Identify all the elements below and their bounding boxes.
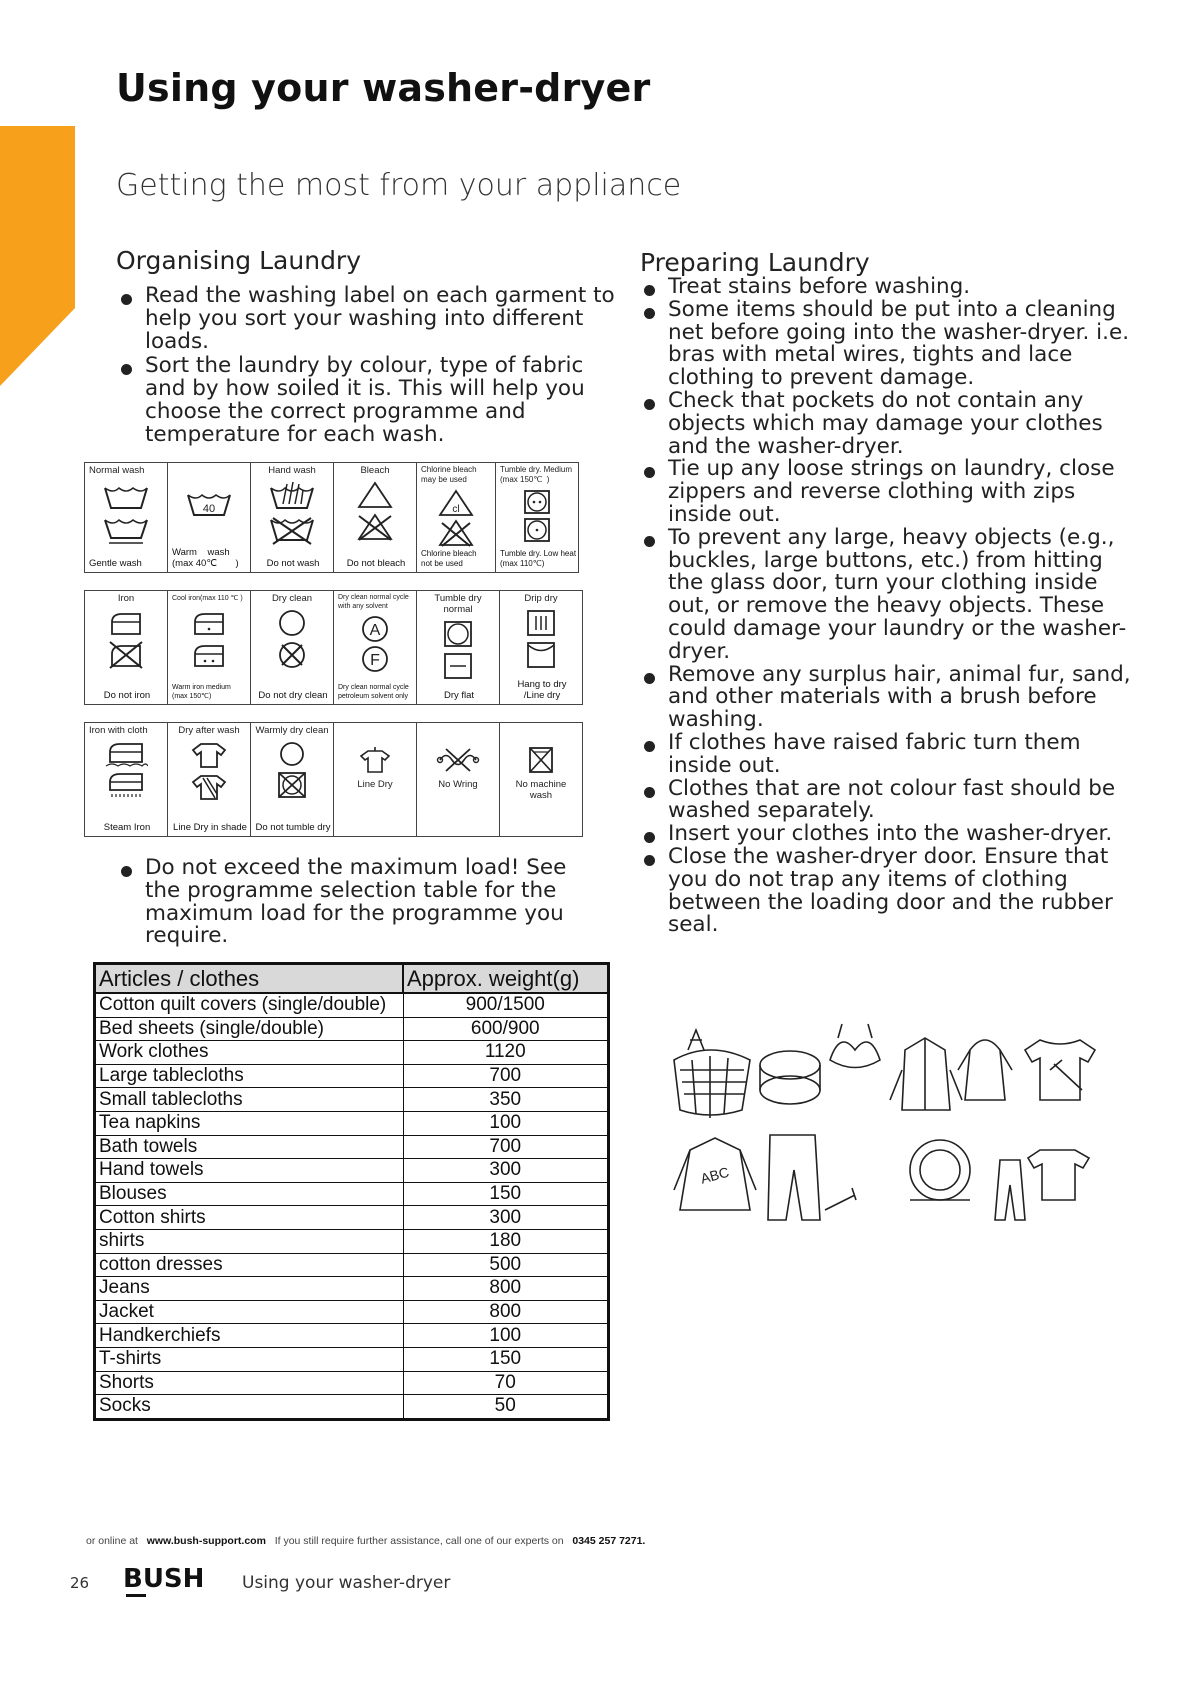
symbol-cell — [334, 723, 417, 837]
weight-cell: 800 — [403, 1300, 609, 1324]
symbol-cell — [85, 463, 168, 573]
dry-clean-a-icon — [358, 615, 392, 643]
list-item: If clothes have raised fabric turn them inside out. — [640, 732, 1140, 778]
tub-40-icon — [184, 487, 234, 521]
cool-iron-icon — [189, 608, 229, 638]
weight-cell: 70 — [403, 1371, 609, 1395]
article-cell: Jacket — [95, 1300, 404, 1324]
no-bleach-icon — [355, 512, 395, 542]
symbol-label: Dry clean — [271, 593, 313, 604]
list-item: Sort the laundry by colour, type of fabric and by how soiled it is. This will help you choose the correct programme and temperature for each wash. — [117, 355, 617, 446]
symbol-label: No machine wash — [515, 779, 567, 801]
tumble-low-icon — [522, 517, 552, 543]
no-tumble-dry-icon — [275, 770, 309, 800]
table-row — [95, 1064, 609, 1088]
laundry-net-icon — [674, 1030, 750, 1118]
symbol-label: Tumble dry. Medium (max 150℃ ) — [500, 465, 573, 484]
symbol-label: Dry clean normal cycle petroleum solvent only — [338, 684, 409, 700]
symbol-label: Warm iron medium (max 150℃) — [172, 684, 231, 700]
symbol-cell — [85, 723, 168, 837]
symbol-label: Hand wash — [268, 465, 316, 476]
table-row — [95, 1017, 609, 1041]
dry-clean-letter: A — [369, 622, 381, 639]
organising-list — [117, 285, 617, 449]
weight-cell: 100 — [403, 1111, 609, 1135]
warm-iron-icon — [189, 640, 229, 670]
article-cell: shirts — [95, 1229, 404, 1253]
list-item: Close the washer-dryer door. Ensure that you do not trap any items of clothing between the loading door and the rubber seal. — [640, 846, 1140, 937]
page-subtitle: Getting the most from your appliance — [116, 168, 682, 203]
column-header: Articles / clothes — [95, 964, 404, 994]
no-machine-wash-icon — [524, 745, 558, 775]
symbol-label: Line Dry — [357, 779, 393, 790]
weight-cell: 800 — [403, 1277, 609, 1301]
symbol-label: Do not dry clean — [258, 690, 328, 701]
weight-cell: 700 — [403, 1135, 609, 1159]
article-cell: Small tablecloths — [95, 1088, 404, 1112]
tub-temp-label: 40 — [202, 503, 216, 515]
symbol-label: Bleach — [360, 465, 390, 476]
dry-clean-icon — [275, 608, 309, 638]
page-number: 26 — [70, 1574, 90, 1592]
column-header: Approx. weight(g) — [403, 964, 609, 994]
jeans-tshirt-icon — [995, 1150, 1089, 1220]
list-item: Insert your clothes into the washer-dryer. — [640, 823, 1140, 846]
weight-cell: 150 — [403, 1182, 609, 1206]
symbol-label: Line Dry in shade — [173, 822, 247, 833]
list-item: Some items should be put into a cleaning net before going into the washer-dryer. i.e. bras with metal wires, tights and lace clothing to prevent damage. — [640, 299, 1140, 390]
symbol-cell — [85, 591, 168, 705]
symbol-label: Warmly dry clean — [255, 725, 329, 736]
no-wring-icon — [436, 745, 480, 775]
article-cell: Large tablecloths — [95, 1064, 404, 1088]
chlorine-icon — [436, 489, 476, 517]
symbol-label: Do not bleach — [346, 558, 406, 569]
table-row — [95, 1182, 609, 1206]
list-item: Remove any surplus hair, animal fur, sand, and other materials with a brush before washing. — [640, 664, 1140, 732]
table-row — [95, 1300, 609, 1324]
symbol-cell — [417, 723, 500, 837]
load-warning-list — [117, 857, 597, 948]
symbol-label: Iron with cloth — [89, 725, 148, 736]
weight-cell: 700 — [403, 1064, 609, 1088]
sweater-label: ABC — [698, 1163, 731, 1187]
dry-flat-icon — [441, 651, 475, 681]
symbol-label: Gentle wash — [89, 558, 142, 569]
footer-support-note — [86, 1535, 645, 1547]
table-row — [95, 1135, 609, 1159]
symbol-cell — [168, 463, 251, 573]
no-wash-icon — [267, 516, 317, 546]
tumble-medium-icon — [522, 489, 552, 515]
trousers-icon — [768, 1135, 820, 1220]
symbol-label: Chlorine bleach not be used — [421, 549, 477, 568]
bra-icon — [830, 1024, 880, 1068]
symbol-label: Do not wash — [266, 558, 320, 569]
symbol-label: Tumble dry normal — [434, 593, 482, 615]
tub-icon — [101, 480, 151, 514]
weight-cell: 600/900 — [403, 1017, 609, 1041]
weights-table — [93, 962, 610, 1421]
article-cell: Tea napkins — [95, 1111, 404, 1135]
dry-clean-letter: F — [370, 652, 380, 669]
weight-cell: 100 — [403, 1324, 609, 1348]
jacket-icon — [890, 1038, 962, 1110]
list-item: Treat stains before washing. — [640, 276, 1140, 299]
list-item: Tie up any loose strings on laundry, close zippers and reverse clothing with zips inside out. — [640, 458, 1140, 526]
symbol-label: Do not iron — [103, 690, 151, 701]
dry-after-wash-icon — [189, 740, 229, 770]
support-phone: 0345 257 7271. — [572, 1535, 646, 1547]
article-cell: Bed sheets (single/double) — [95, 1017, 404, 1041]
table-row — [95, 1041, 609, 1065]
logo-underline — [126, 1594, 146, 1597]
symbol-cell — [251, 463, 334, 573]
table-row — [95, 1371, 609, 1395]
machine-door-icon — [910, 1140, 970, 1200]
weight-cell: 500 — [403, 1253, 609, 1277]
sweater-icon — [674, 1138, 756, 1210]
symbol-cell — [168, 723, 251, 837]
line-dry-shirt-icon — [358, 745, 392, 775]
care-symbols-table-3 — [84, 722, 583, 837]
bleach-icon — [355, 480, 395, 510]
article-cell: Shorts — [95, 1371, 404, 1395]
article-cell: T-shirts — [95, 1347, 404, 1371]
article-cell: Cotton shirts — [95, 1206, 404, 1230]
article-cell: cotton dresses — [95, 1253, 404, 1277]
laundry-preparation-illustration — [670, 1020, 1130, 1230]
line-dry-icon — [524, 640, 558, 670]
symbol-label: Hang to dry /Line dry — [517, 679, 567, 701]
symbol-label: Dry flat — [443, 690, 475, 701]
weight-cell: 900/1500 — [403, 993, 609, 1017]
symbol-cell — [334, 591, 417, 705]
svg-text:cl: cl — [452, 504, 460, 515]
symbol-cell — [251, 591, 334, 705]
table-row — [95, 1395, 609, 1420]
support-link[interactable]: www.bush-support.com — [146, 1535, 266, 1547]
organising-heading: Organising Laundry — [116, 246, 362, 275]
article-cell: Hand towels — [95, 1159, 404, 1183]
orange-accent-tab — [0, 126, 75, 386]
symbol-label: Iron — [117, 593, 135, 604]
symbol-label: Steam Iron — [103, 822, 151, 833]
iron-icon — [106, 608, 146, 638]
table-row — [95, 1111, 609, 1135]
bush-logo: BUSH — [123, 1564, 205, 1594]
table-row — [95, 1324, 609, 1348]
symbol-label: Do not tumble dry — [255, 822, 331, 833]
footer-section-title: Using your washer-dryer — [242, 1573, 451, 1593]
table-row — [95, 1088, 609, 1112]
symbol-label: Warm wash (max 40℃ ) — [172, 547, 239, 569]
no-chlorine-icon — [436, 519, 476, 547]
symbol-label: Drip dry — [524, 593, 558, 604]
article-cell: Bath towels — [95, 1135, 404, 1159]
hand-wash-icon — [267, 480, 317, 514]
pin-icon — [825, 1188, 856, 1210]
symbol-cell — [500, 591, 583, 705]
weight-cell: 1120 — [403, 1041, 609, 1065]
symbol-label: No Wring — [438, 779, 478, 790]
care-symbols-table-2 — [84, 590, 583, 705]
table-row — [95, 1206, 609, 1230]
article-cell: Handkerchiefs — [95, 1324, 404, 1348]
tshirt-brush-icon — [1025, 1040, 1095, 1100]
table-row — [95, 1277, 609, 1301]
symbol-label: Normal wash — [89, 465, 145, 476]
no-iron-icon — [106, 640, 146, 670]
page-title: Using your washer-dryer — [116, 66, 651, 110]
preparing-list — [640, 276, 1140, 937]
article-cell: Jeans — [95, 1277, 404, 1301]
tumble-normal-icon — [441, 619, 475, 649]
table-row — [95, 1229, 609, 1253]
net-ring-icon — [760, 1051, 820, 1104]
line-dry-shade-icon — [189, 772, 229, 802]
symbol-cell — [168, 591, 251, 705]
iron-cloth-icon — [104, 740, 148, 768]
article-cell: Blouses — [95, 1182, 404, 1206]
weight-cell: 50 — [403, 1395, 609, 1420]
table-row — [95, 1347, 609, 1371]
symbol-label: Dry clean normal cycle with any solvent — [338, 594, 409, 610]
no-dry-clean-icon — [275, 640, 309, 670]
weight-cell: 350 — [403, 1088, 609, 1112]
list-item: Read the washing label on each garment to help you sort your washing into different loads. — [117, 285, 617, 353]
tub-gentle-icon — [101, 516, 151, 546]
footer-text: If you still require further assistance, call one of our experts on — [274, 1535, 564, 1547]
article-cell: Cotton quilt covers (single/double) — [95, 993, 404, 1017]
dry-clean-f-icon — [358, 645, 392, 673]
footer-text: or online at — [86, 1535, 138, 1547]
weight-cell: 180 — [403, 1229, 609, 1253]
list-item: Clothes that are not colour fast should be washed separately. — [640, 778, 1140, 824]
symbol-label: Dry after wash — [178, 725, 240, 736]
symbol-cell — [500, 723, 583, 837]
symbol-cell — [496, 463, 579, 573]
care-symbols-table-1 — [84, 462, 579, 573]
weight-cell: 300 — [403, 1159, 609, 1183]
preparing-heading: Preparing Laundry — [640, 248, 870, 277]
symbol-label: Cool iron(max 110 ℃ ) — [172, 595, 243, 602]
list-item: Check that pockets do not contain any objects which may damage your clothes and the washer-dryer. — [640, 390, 1140, 458]
symbol-cell — [334, 463, 417, 573]
weight-cell: 150 — [403, 1347, 609, 1371]
apron-icon — [958, 1040, 1012, 1100]
warm-dry-clean-icon — [275, 740, 309, 768]
symbol-label: Chlorine bleach may be used — [421, 465, 477, 484]
table-row — [95, 1159, 609, 1183]
weight-cell: 300 — [403, 1206, 609, 1230]
article-cell: Work clothes — [95, 1041, 404, 1065]
table-row — [95, 993, 609, 1017]
table-row — [95, 1253, 609, 1277]
symbol-cell — [417, 591, 500, 705]
drip-dry-icon — [524, 608, 558, 638]
steam-iron-icon — [104, 770, 148, 798]
symbol-cell — [417, 463, 496, 573]
list-item: To prevent any large, heavy objects (e.g., buckles, large buttons, etc.) from hitting the glass door, turn your clothing inside out, or remove the heavy objects. These could damage your laundry or the washer-dryer. — [640, 527, 1140, 664]
list-item: Do not exceed the maximum load! See the programme selection table for the maximum load for the programme you require. — [117, 857, 597, 948]
symbol-label: Tumble dry. Low heat (max 110℃) — [500, 549, 577, 568]
article-cell: Socks — [95, 1395, 404, 1420]
symbol-cell — [251, 723, 334, 837]
